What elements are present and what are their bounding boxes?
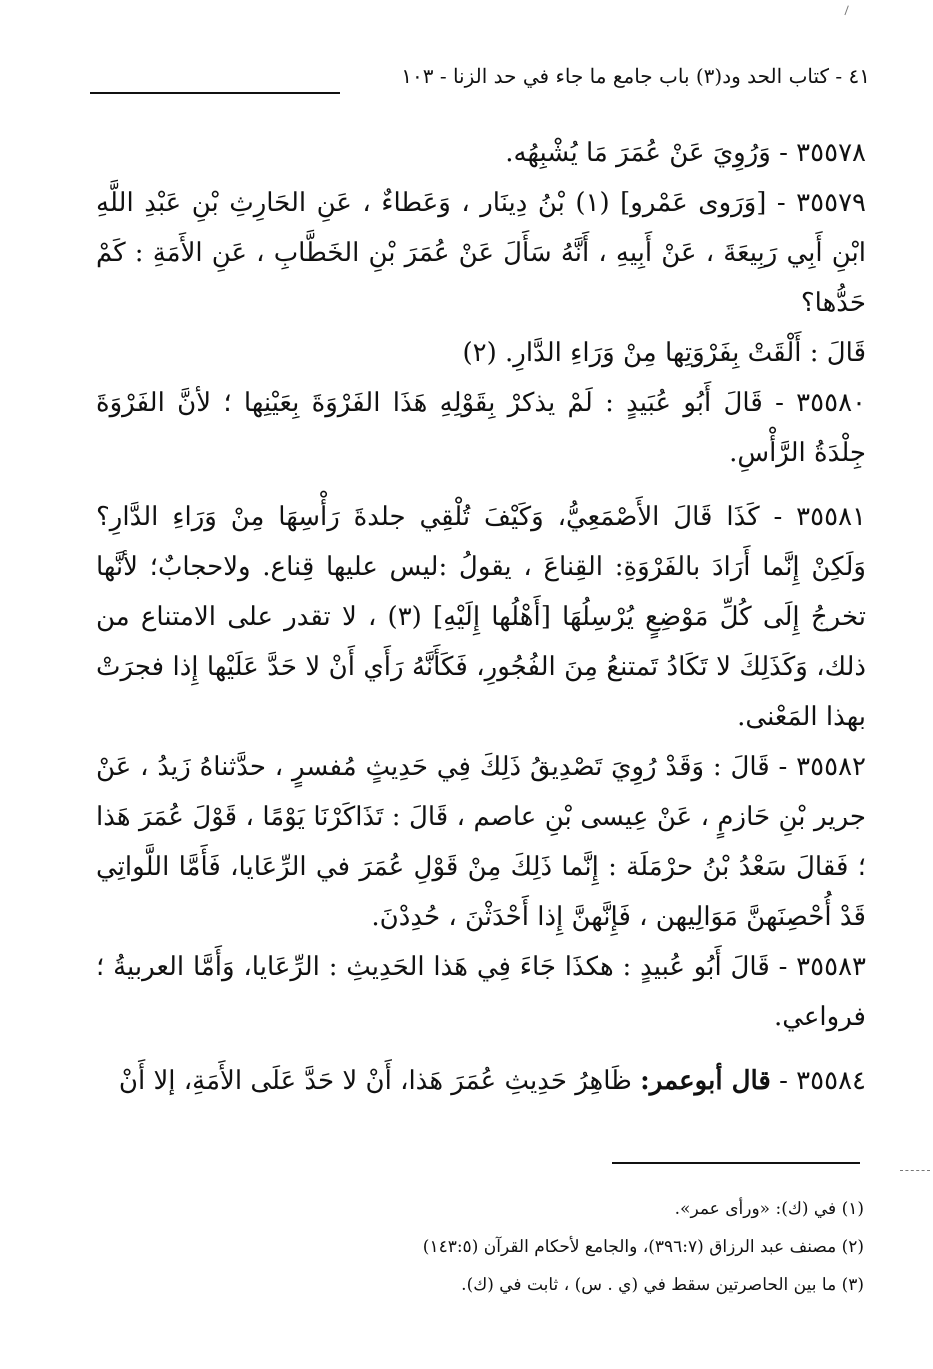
paragraph-35579-answer: قَالَ : أَلْقَتْ بِفَرْوَتِها مِنْ وَرَاءِ الدَّارِ. (٢) — [462, 338, 866, 368]
paragraph-35584-speaker: قال أبوعمر: — [640, 1066, 771, 1096]
paragraph-35579: ٣٥٥٧٩ - [وَرَوى عَمْرو] (١) بْنُ دِينَار ، وَعَطاءٌ ، عَنِ الحَارِثِ بْنِ عَبْدِ اللَّهِ ابْنِ أَبِي رَبِيعَةَ ، عَنْ أَبِيهِ ، أَنَّهُ سَأَلَ عَنْ عُمَرَ بْنِ الخَطَّابِ ، عَنِ الأَمَةِ : كَمْ حَدُّها؟ — [96, 188, 866, 318]
footnote-rule — [612, 1162, 860, 1164]
paragraph-35582: ٣٥٥٨٢ - قَالَ : وَقَدْ رُوِيَ تَصْدِيقُ ذَلِكَ فِي حَدِيثٍ مُفسرٍ ، حدَّثناهُ زَيدُ ، عَنْ جرير بْنِ حَازمٍ ، عَنْ عِيسى بْنِ عاصم ، قَالَ : تَذَاكَرْنَا يَوْمًا ، قَوْلَ عُمَرَ هَذا ؛ فَقالَ سَعْدُ بْنُ حرْمَلَة : إِنَّما ذَلِكَ مِنْ قَوْلِ عُمَرَ في الرِّعَايا، فَأَمَّا اللَّواتِي قَدْ أُحْصِنَهنَّ مَوَالِيهن ، فَإِنَّهنَّ إِذا أَحْدَثْنَ ، حُدِدْنَ. — [96, 752, 866, 932]
paragraph-35584-number: ٣٥٥٨٤ - — [770, 1066, 866, 1096]
footnotes — [260, 1190, 864, 1304]
paragraph-35583: ٣٥٥٨٣ - قَالَ أَبُو عُبيدٍ : هكذَا جَاءَ فِي هَذا الحَدِيثِ : الرِّعَايا، وَأَمَّا العربيةُ ؛ فرواعي. — [96, 952, 866, 1032]
paragraph-35584 — [96, 1056, 866, 1106]
footnote-3: (٣) ما بين الحاصرتين سقط في (ي . س) ، ثابت في (ك). — [461, 1275, 864, 1295]
paragraph-35578: ٣٥٥٧٨ - وَرُوِيَ عَنْ عُمَرَ مَا يُشْبِهُه. — [505, 138, 866, 168]
header-rule — [90, 92, 340, 94]
footnote-2: (٢) مصنف عبد الرزاق (٣٩٦:٧)، والجامع لأحكام القرآن (١٤٣:٥) — [422, 1237, 864, 1257]
main-text — [96, 128, 866, 1106]
header-text: ٤١ - كتاب الحد ود(٣) باب جامع ما جاء في حد الزنا - ١٠٣ — [401, 64, 870, 88]
paragraph-35581: ٣٥٥٨١ - كَذَا قَالَ الأَصْمَعِيُّ، وَكَيْفَ تُلْقِي جلدةَ رَأْسِهَا مِنْ وَرَاءِ الدَّارِ؟ وَلَكِنْ إِنَّما أَرَادَ بالفَرْوَةِ: القِناعَ ، يقولُ :ليس عليها قِناع. ولاحجابٌ؛ لأنَّها تخرجُ إِلَى كُلِّ مَوْضِعٍ يُرْسِلُهَا [أَهْلُها إِلَيْهِ] (٣) ، لا تقدر على الامتناع من ذلك، وَكَذَلِكَ لا تَكَادُ تَمتنعُ مِنَ الفُجُورِ، فَكَأَنَّهُ رَأَي أَنْ لا حَدَّ عَلَيْها إِذا فجرَتْ بهذا المَعْنى. — [96, 502, 866, 732]
scan-speck — [844, 5, 852, 16]
paragraph-35584-text: ظَاهِرُ حَدِيثِ عُمَرَ هَذا، أَنْ لا حَدَّ عَلَى الأَمَةِ، إلا أَنْ — [118, 1066, 641, 1096]
footnote-1: (١) في (ك): «ورأى عمر». — [674, 1199, 864, 1219]
running-header — [90, 56, 870, 96]
paragraph-35580: ٣٥٥٨٠ - قَالَ أَبُو عُبَيدٍ : لَمْ يذكرْ بِقَوْلِهِ هَذَا الفَرْوَةَ بِعَيْنِها ؛ لأنَّ الفَرْوَةَ جِلْدَةُ الرَّأْسِ. — [96, 388, 866, 468]
margin-mark — [900, 1170, 930, 1172]
